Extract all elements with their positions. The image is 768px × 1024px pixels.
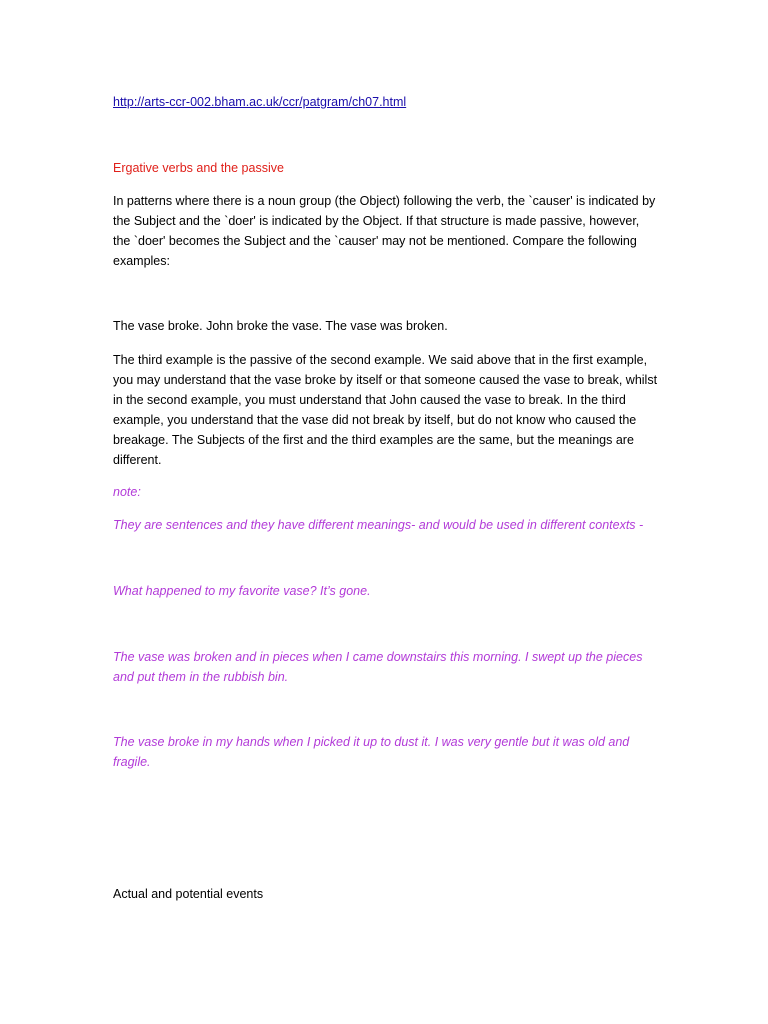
note-question: What happened to my favorite vase? It’s gone.	[113, 584, 371, 598]
note-answer-1: The vase was broken and in pieces when I came downstairs this morning. I swept up the pieces and put them in the rubbish bin.	[113, 650, 643, 684]
source-url-link[interactable]: http://arts-ccr-002.bham.ac.uk/ccr/patgram/ch07.html	[113, 95, 407, 109]
note-text: They are sentences and they have different meanings- and would be used in different contexts -	[113, 518, 644, 532]
note-label: note:	[113, 485, 141, 499]
note-answer-2: The vase broke in my hands when I picked it up to dust it. I was very gentle but it was old and fragile.	[113, 735, 630, 769]
examples-sentence: The vase broke. John broke the vase. The vase was broken.	[113, 319, 448, 333]
explanation-paragraph: The third example is the passive of the second example. We said above that in the first example, you may understand that the vase broke by itself or that someone caused the vase to break, whilst in the second example, you must understand that John caused the vase to break. In the third example, you understand that the vase did not break by itself, but do not know who caused the breakage. The Subjects of the first and the third examples are the same, but the meanings are different.	[113, 353, 658, 467]
next-section-heading: Actual and potential events	[113, 887, 264, 901]
intro-paragraph: In patterns where there is a noun group (the Object) following the verb, the `causer' is indicated by the Subject and the `doer' is indicated by the Object. If that structure is made passive, however, the `doer' becomes the Subject and the `causer' may not be mentioned. Compare the following examples:	[113, 194, 656, 268]
section-title: Ergative verbs and the passive	[113, 161, 284, 175]
